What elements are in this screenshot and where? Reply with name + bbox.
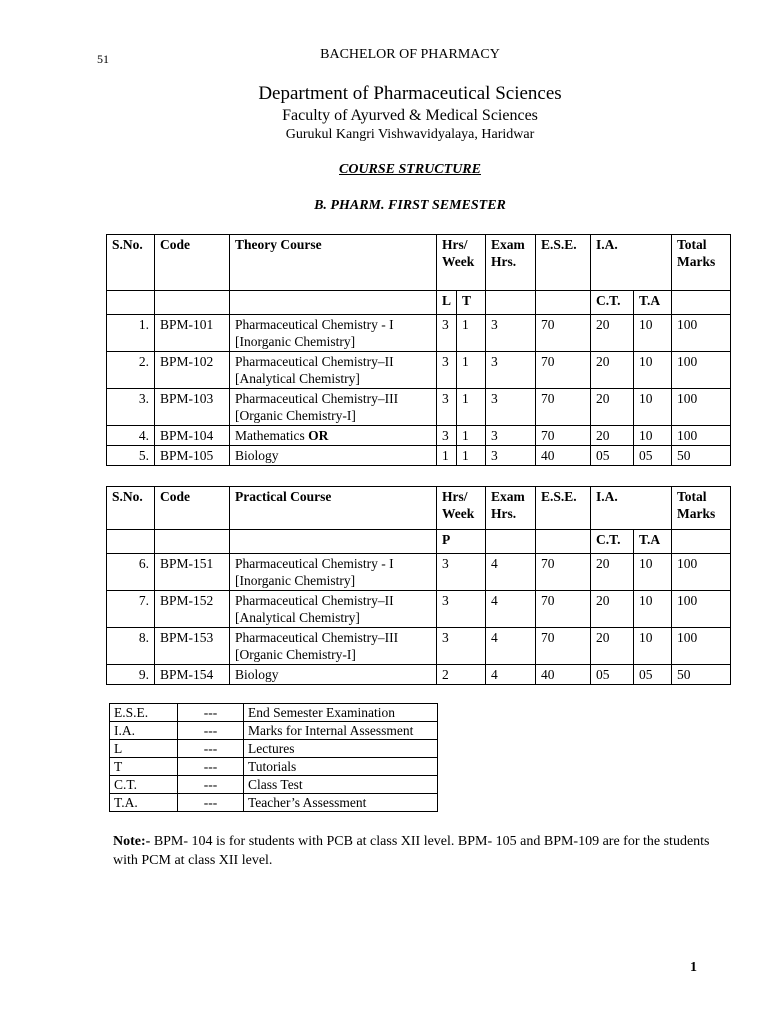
faculty-title: Faculty of Ayurved & Medical Sciences	[282, 107, 538, 124]
legend-row: E.S.E. --- End Semester Examination	[110, 704, 438, 722]
legend-row: L --- Lectures	[110, 740, 438, 758]
legend-row: T --- Tutorials	[110, 758, 438, 776]
theory-course-table	[106, 234, 731, 466]
subheader-p: P	[437, 530, 486, 554]
page-number: 51	[97, 52, 109, 66]
table-row: 8. BPM-153 Pharmaceutical Chemistry–III [Organic Chemistry-I] 3 4 70 20 10 100	[107, 628, 731, 665]
header-code: Code	[155, 235, 230, 291]
header-title: BACHELOR OF PHARMACY	[320, 47, 500, 62]
semester-heading: B. PHARM. FIRST SEMESTER	[314, 198, 506, 213]
note-text: BPM- 104 is for students with PCB at class XII level. BPM- 105 and BPM-109 are for the students with PCM at class XII level.	[113, 834, 710, 868]
table-subheader-row	[107, 530, 731, 554]
header-ia: I.A.	[591, 487, 672, 530]
header-total-marks: Total Marks	[672, 487, 731, 530]
subheader-t: T	[457, 291, 486, 315]
subheader-l: L	[437, 291, 457, 315]
university-title: Gurukul Kangri Vishwavidyalaya, Haridwar	[285, 127, 535, 142]
abbreviation-legend-table	[109, 703, 438, 812]
header-total-marks: Total Marks	[672, 235, 731, 291]
header-sno: S.No.	[107, 235, 155, 291]
legend-row: I.A. --- Marks for Internal Assessment	[110, 722, 438, 740]
subheader-ct: C.T.	[591, 530, 634, 554]
table-row: 4. BPM-104 Mathematics OR 3 1 3 70 20 10 100	[107, 426, 731, 446]
note-label: Note:-	[113, 834, 151, 849]
legend-row: C.T. --- Class Test	[110, 776, 438, 794]
table-row: 5. BPM-105 Biology 1 1 3 40 05 05 50	[107, 446, 731, 466]
header-ia: I.A.	[591, 235, 672, 291]
header-ese: E.S.E.	[536, 487, 591, 530]
subheader-ta: T.A	[634, 291, 672, 315]
header-sno: S.No.	[107, 487, 155, 530]
table-row: 6. BPM-151 Pharmaceutical Chemistry - I [Inorganic Chemistry] 3 4 70 20 10 100	[107, 554, 731, 591]
header-exam-hrs: Exam Hrs.	[486, 487, 536, 530]
table-header-row	[107, 487, 731, 530]
legend-row: T.A. --- Teacher’s Assessment	[110, 794, 438, 812]
table-header-row	[107, 235, 731, 291]
header-course: Theory Course	[230, 235, 437, 291]
header-exam-hrs: Exam Hrs.	[486, 235, 536, 291]
header-course: Practical Course	[230, 487, 437, 530]
table-row: 9. BPM-154 Biology 2 4 40 05 05 50	[107, 665, 731, 685]
table-row: 1. BPM-101 Pharmaceutical Chemistry - I [Inorganic Chemistry] 3 1 3 70 20 10 100	[107, 315, 731, 352]
table-row: 7. BPM-152 Pharmaceutical Chemistry–II [Analytical Chemistry] 3 4 70 20 10 100	[107, 591, 731, 628]
header-code: Code	[155, 487, 230, 530]
note-paragraph	[113, 832, 733, 870]
table-subheader-row	[107, 291, 731, 315]
table-row: 3. BPM-103 Pharmaceutical Chemistry–III [Organic Chemistry-I] 3 1 3 70 20 10 100	[107, 389, 731, 426]
subheader-ct: C.T.	[591, 291, 634, 315]
subheader-ta: T.A	[634, 530, 672, 554]
course-structure-heading: COURSE STRUCTURE	[339, 162, 481, 177]
department-title: Department of Pharmaceutical Sciences	[258, 83, 562, 104]
footer-page-number: 1	[690, 960, 697, 975]
header-hrs-week: Hrs/ Week	[437, 487, 486, 530]
header-hrs-week: Hrs/ Week	[437, 235, 486, 291]
practical-course-table	[106, 486, 731, 685]
table-row: 2. BPM-102 Pharmaceutical Chemistry–II [Analytical Chemistry] 3 1 3 70 20 10 100	[107, 352, 731, 389]
header-ese: E.S.E.	[536, 235, 591, 291]
